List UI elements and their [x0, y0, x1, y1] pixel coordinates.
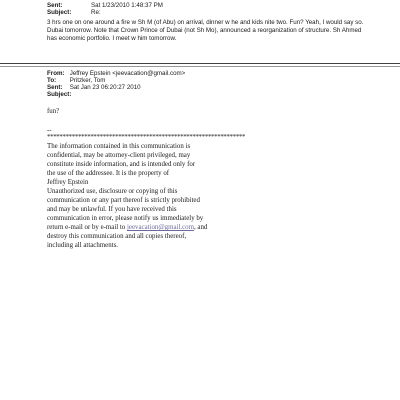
- from-label: From:: [47, 70, 65, 77]
- to-value: Pritzker, Tom: [69, 77, 106, 84]
- return-text-before: return e-mail or by e-mail to: [47, 224, 127, 231]
- email-link[interactable]: jeevacation@gmail.com: [126, 224, 194, 231]
- subject-label: Subject:: [47, 9, 72, 16]
- sent-label: Sent:: [47, 2, 63, 9]
- disclaimer-line: constitute inside information, and is intended only for: [47, 161, 196, 168]
- sent-value: Sat 1/23/2010 1:48:37 PM: [91, 2, 163, 9]
- separator-rule-thin: [0, 66, 400, 67]
- disclaimer-line: The information contained in this communication is: [47, 143, 191, 150]
- disclaimer-line: [47, 224, 207, 233]
- sent-value-2: Sat Jan 23 06:20:27 2010: [69, 84, 141, 91]
- sent-label-2: Sent:: [47, 84, 63, 91]
- subject-row-2: [47, 91, 71, 98]
- body-text: fun?: [47, 108, 60, 115]
- separator-rule: [0, 63, 400, 64]
- subject-value: Re:: [91, 9, 101, 16]
- disclaimer-line: confidential, may be attorney-client privileged, may: [47, 152, 191, 159]
- disclaimer-line: and may be unlawful. If you have received this: [47, 206, 177, 213]
- disclaimer-line: communication or any part thereof is strictly prohibited: [47, 197, 200, 204]
- from-value: Jeffrey Epstein <jeevacation@gmail.com>: [69, 70, 186, 77]
- disclaimer-line: the use of the addressee. It is the property of: [47, 170, 170, 177]
- disclaimer-line: communication in error, please notify us immediately by: [47, 215, 204, 222]
- disclaimer-line: Jeffrey Epstein: [47, 179, 89, 186]
- to-label: To:: [47, 77, 57, 84]
- subject-row: [47, 9, 101, 16]
- message-body: 3 hrs one on one around a fire w Sh M (of Abu) on arrival, dinner w he and kids nite two. Fun? Yeah, I would say so. Dubai tomorrow. Note that Crown Prince of Dubai (not Sh Mo), announced a reorganization of structure. Sh Ahmed has economic portfolio. I meet w him tomorrow.: [47, 19, 364, 43]
- disclaimer-line: Unauthorized use, disclosure or copying of this: [47, 188, 178, 195]
- signature-stars: ****************************************************************: [47, 134, 246, 141]
- subject-label-2: Subject:: [47, 91, 72, 98]
- signature-dash: --: [47, 127, 52, 134]
- disclaimer-line: including all attachments.: [47, 242, 118, 249]
- disclaimer-line: destroy this communication and all copies thereof,: [47, 233, 187, 240]
- return-text-after: , and: [193, 224, 208, 231]
